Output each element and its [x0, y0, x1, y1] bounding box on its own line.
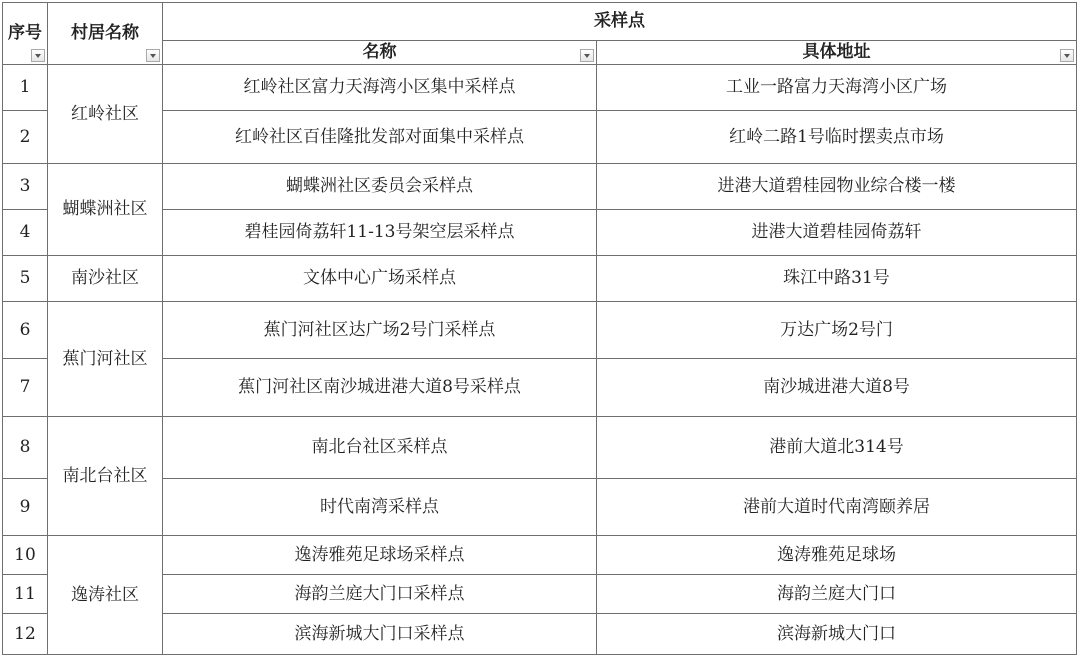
header-address-label: 具体地址: [802, 42, 871, 63]
seq-cell[interactable]: 3: [3, 164, 48, 210]
community-cell[interactable]: 南沙社区: [48, 256, 163, 302]
sampling-point-name-cell[interactable]: 时代南湾采样点: [163, 479, 597, 536]
address-cell[interactable]: 进港大道碧桂园倚荔轩: [597, 210, 1077, 256]
sampling-point-name-cell[interactable]: 红岭社区富力天海湾小区集中采样点: [163, 65, 597, 111]
address-cell[interactable]: 南沙城进港大道8号: [597, 359, 1077, 417]
sampling-point-name-cell[interactable]: 文体中心广场采样点: [163, 256, 597, 302]
seq-cell[interactable]: 5: [3, 256, 48, 302]
seq-cell[interactable]: 7: [3, 359, 48, 417]
community-cell[interactable]: 逸涛社区: [48, 536, 163, 655]
sampling-point-name-cell[interactable]: 红岭社区百佳隆批发部对面集中采样点: [163, 111, 597, 164]
community-cell[interactable]: 红岭社区: [48, 65, 163, 164]
address-cell[interactable]: 港前大道北314号: [597, 417, 1077, 479]
sampling-point-name-cell[interactable]: 碧桂园倚荔轩11-13号架空层采样点: [163, 210, 597, 256]
header-name-label: 名称: [362, 42, 397, 63]
sampling-points-table: [2, 2, 1077, 655]
table-row: [3, 210, 1077, 256]
sampling-point-name-cell[interactable]: 逸涛雅苑足球场采样点: [163, 536, 597, 575]
header-seq-label: 序号: [8, 23, 42, 44]
header-name-cell: [163, 41, 597, 65]
header-sampling-point-cell: [163, 3, 1077, 41]
table-row: [3, 65, 1077, 111]
seq-cell[interactable]: 9: [3, 479, 48, 536]
header-row-sub: [3, 41, 1077, 65]
address-cell[interactable]: 逸涛雅苑足球场: [597, 536, 1077, 575]
address-cell[interactable]: 海韵兰庭大门口: [597, 575, 1077, 614]
address-cell[interactable]: 滨海新城大门口: [597, 614, 1077, 655]
sampling-point-name-cell[interactable]: 蕉门河社区达广场2号门采样点: [163, 302, 597, 359]
table-row: [3, 479, 1077, 536]
address-cell[interactable]: 红岭二路1号临时摆卖点市场: [597, 111, 1077, 164]
table-row: [3, 417, 1077, 479]
name-filter-dropdown-button[interactable]: [580, 49, 594, 62]
seq-cell[interactable]: 6: [3, 302, 48, 359]
seq-cell[interactable]: 11: [3, 575, 48, 614]
address-cell[interactable]: 港前大道时代南湾颐养居: [597, 479, 1077, 536]
address-cell[interactable]: 工业一路富力天海湾小区广场: [597, 65, 1077, 111]
sampling-point-name-cell[interactable]: 蕉门河社区南沙城进港大道8号采样点: [163, 359, 597, 417]
seq-cell[interactable]: 1: [3, 65, 48, 111]
header-community-label: 村居名称: [71, 23, 139, 44]
sampling-point-name-cell[interactable]: 滨海新城大门口采样点: [163, 614, 597, 655]
header-address-cell: [597, 41, 1077, 65]
seq-cell[interactable]: 12: [3, 614, 48, 655]
table-row: [3, 256, 1077, 302]
table-row: [3, 536, 1077, 575]
seq-cell[interactable]: 10: [3, 536, 48, 575]
community-cell[interactable]: 蝴蝶洲社区: [48, 164, 163, 256]
address-cell[interactable]: 万达广场2号门: [597, 302, 1077, 359]
sampling-point-name-cell[interactable]: 海韵兰庭大门口采样点: [163, 575, 597, 614]
header-community-cell: [48, 3, 163, 65]
table-row: [3, 111, 1077, 164]
sampling-point-name-cell[interactable]: 南北台社区采样点: [163, 417, 597, 479]
header-seq-cell: [3, 3, 48, 65]
table-body: [3, 3, 1077, 655]
seq-cell[interactable]: 4: [3, 210, 48, 256]
community-filter-dropdown-button[interactable]: [146, 49, 160, 62]
address-cell[interactable]: 珠江中路31号: [597, 256, 1077, 302]
seq-filter-dropdown-button[interactable]: [31, 49, 45, 62]
header-row-top: [3, 3, 1077, 41]
table-row: [3, 614, 1077, 655]
address-filter-dropdown-button[interactable]: [1060, 49, 1074, 62]
table-row: [3, 164, 1077, 210]
table-row: [3, 302, 1077, 359]
community-cell[interactable]: 南北台社区: [48, 417, 163, 536]
sampling-point-name-cell[interactable]: 蝴蝶洲社区委员会采样点: [163, 164, 597, 210]
table-row: [3, 575, 1077, 614]
seq-cell[interactable]: 8: [3, 417, 48, 479]
address-cell[interactable]: 进港大道碧桂园物业综合楼一楼: [597, 164, 1077, 210]
header-sampling-point-label: 采样点: [594, 11, 645, 32]
seq-cell[interactable]: 2: [3, 111, 48, 164]
table-row: [3, 359, 1077, 417]
community-cell[interactable]: 蕉门河社区: [48, 302, 163, 417]
